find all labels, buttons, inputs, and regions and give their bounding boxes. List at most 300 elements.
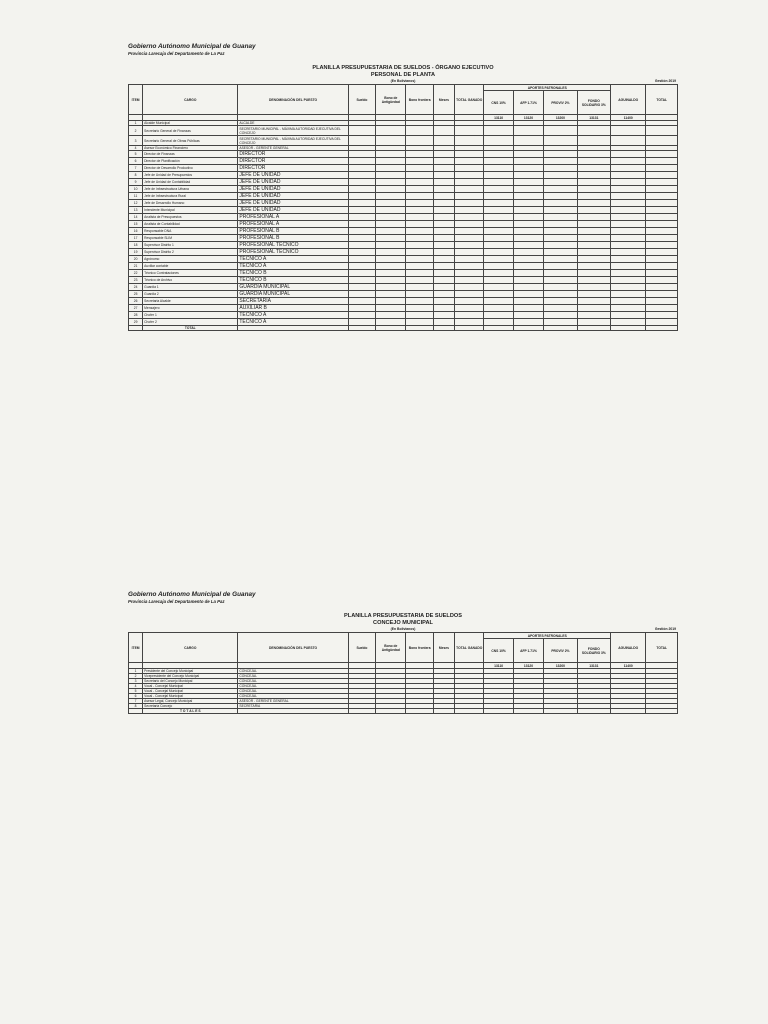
amount-cell — [513, 256, 543, 263]
amount-cell — [455, 186, 484, 193]
cargo-cell: Alcalde Municipal — [143, 121, 238, 126]
col-aportes-patronales: APORTES PATRONALES — [484, 85, 611, 91]
amount-cell — [455, 298, 484, 305]
amount-cell — [376, 228, 406, 235]
amount-cell — [376, 193, 406, 200]
item-cell: 12 — [129, 200, 143, 207]
denominacion-cell: SECRETARIO MUNICIPAL - MÁXIMA AUTORIDAD EJECUTIVA DEL CONCEJO — [238, 136, 348, 146]
amount-cell — [577, 291, 610, 298]
col-bono-antiguedad: Bono de Antigüedad — [376, 85, 406, 115]
cargo-cell: Jefe de Unidad de Contabilidad — [143, 179, 238, 186]
amount-cell — [544, 263, 577, 270]
amount-cell — [484, 172, 513, 179]
amount-cell — [376, 158, 406, 165]
amount-cell — [433, 235, 454, 242]
cargo-cell: Supervisor Distrito 2 — [143, 249, 238, 256]
amount-cell — [433, 186, 454, 193]
amount-cell — [348, 291, 375, 298]
amount-cell — [577, 179, 610, 186]
col-meses: Meses — [433, 85, 454, 115]
table-row — [129, 158, 678, 165]
cargo-cell: Asesor Legal, Concejo Municipal — [143, 699, 238, 704]
amount-cell — [646, 221, 678, 228]
amount-cell — [611, 221, 646, 228]
item-cell: 19 — [129, 249, 143, 256]
province-name: Provincia Larecaja del Departamento de La Paz — [128, 599, 225, 604]
amount-cell — [646, 193, 678, 200]
amount-cell — [348, 136, 375, 146]
item-cell: 8 — [129, 172, 143, 179]
amount-cell — [455, 242, 484, 249]
table-row — [129, 193, 678, 200]
amount-cell — [376, 284, 406, 291]
currency-note: (En Bolivianos) — [390, 79, 416, 83]
amount-cell — [611, 207, 646, 214]
denominacion-cell: PROFESIONAL A — [238, 214, 348, 221]
col-item: ITEM — [129, 85, 143, 115]
amount-cell — [455, 284, 484, 291]
item-cell: 11 — [129, 193, 143, 200]
table-row — [129, 277, 678, 284]
amount-cell — [406, 291, 433, 298]
amount-cell — [376, 186, 406, 193]
amount-cell — [646, 242, 678, 249]
amount-cell — [455, 158, 484, 165]
amount-cell — [577, 193, 610, 200]
amount-cell — [484, 151, 513, 158]
amount-cell — [544, 256, 577, 263]
amount-cell — [513, 228, 543, 235]
code-afp: 13120 — [513, 663, 543, 669]
amount-cell — [513, 214, 543, 221]
cargo-cell: Técnico Contrataciones — [143, 270, 238, 277]
col-total-ganado: TOTAL GANADO — [455, 85, 484, 115]
amount-cell — [433, 228, 454, 235]
sheet-subtitle: PERSONAL DE PLANTA — [370, 72, 436, 78]
amount-cell — [376, 136, 406, 146]
amount-cell — [611, 284, 646, 291]
denominacion-cell: ASESOR - GERENTE GENERAL — [238, 699, 348, 704]
item-cell: 3 — [129, 136, 143, 146]
amount-cell — [577, 312, 610, 319]
amount-cell — [544, 193, 577, 200]
amount-cell — [484, 291, 513, 298]
cargo-cell: Secretaria Alcalde — [143, 298, 238, 305]
denominacion-cell: TECNICO B — [238, 277, 348, 284]
amount-cell — [406, 319, 433, 326]
amount-cell — [348, 235, 375, 242]
denominacion-cell: PROFESIONAL TECNICO — [238, 242, 348, 249]
amount-cell — [513, 221, 543, 228]
amount-cell — [455, 270, 484, 277]
amount-cell — [513, 277, 543, 284]
amount-cell — [513, 284, 543, 291]
amount-cell — [513, 249, 543, 256]
amount-cell — [433, 263, 454, 270]
amount-cell — [484, 256, 513, 263]
amount-cell — [611, 172, 646, 179]
salary-table — [128, 632, 678, 714]
table-row — [129, 298, 678, 305]
cargo-cell: Agrónomo — [143, 256, 238, 263]
amount-cell — [611, 165, 646, 172]
item-cell: 7 — [129, 165, 143, 172]
amount-cell — [406, 172, 433, 179]
col-bono-frontera: Bono frontera — [406, 633, 433, 663]
amount-cell — [611, 151, 646, 158]
item-cell: 2 — [129, 126, 143, 136]
col-sueldo: Sueldo — [348, 85, 375, 115]
amount-cell — [544, 207, 577, 214]
amount-cell — [433, 172, 454, 179]
code-proviv: 13200 — [544, 663, 577, 669]
cargo-cell: Secretario General de Finanzas — [143, 126, 238, 136]
salary-table — [128, 84, 678, 331]
col-meses: Meses — [433, 633, 454, 663]
cargo-cell: Supervisor Distrito 1 — [143, 242, 238, 249]
amount-cell — [484, 126, 513, 136]
cargo-cell: Jefe de Unidad de Presupuestos — [143, 172, 238, 179]
amount-cell — [544, 214, 577, 221]
item-cell: 17 — [129, 235, 143, 242]
item-cell: 13 — [129, 207, 143, 214]
cargo-cell: Asesor Económico Financiero — [143, 146, 238, 151]
table-row — [129, 228, 678, 235]
amount-cell — [348, 228, 375, 235]
amount-cell — [455, 235, 484, 242]
amount-cell — [544, 242, 577, 249]
amount-cell — [611, 193, 646, 200]
amount-cell — [544, 312, 577, 319]
item-cell: 22 — [129, 270, 143, 277]
code-proviv: 13200 — [544, 115, 577, 121]
amount-cell — [611, 298, 646, 305]
amount-cell — [513, 136, 543, 146]
denominacion-cell: JEFE DE UNIDAD — [238, 193, 348, 200]
col-afp: AFP 1.71% — [513, 639, 543, 663]
denominacion-cell: DIRECTOR — [238, 151, 348, 158]
code-aguinaldo: 11400 — [611, 115, 646, 121]
amount-cell — [513, 186, 543, 193]
amount-cell — [611, 228, 646, 235]
item-cell: 15 — [129, 221, 143, 228]
col-aguinaldo: AGUINALDO — [611, 633, 646, 663]
col-aguinaldo: AGUINALDO — [611, 85, 646, 115]
amount-cell — [376, 298, 406, 305]
denominacion-cell: SECRETARIA — [238, 704, 348, 709]
denominacion-cell: PROFESIONAL TECNICO — [238, 249, 348, 256]
org-name: Gobierno Autónomo Municipal de Guanay — [128, 43, 256, 50]
amount-cell — [544, 165, 577, 172]
amount-cell — [544, 228, 577, 235]
amount-cell — [484, 249, 513, 256]
amount-cell — [433, 136, 454, 146]
denominacion-cell: GUARDIA MUNICIPAL — [238, 291, 348, 298]
amount-cell — [544, 151, 577, 158]
table-row — [129, 270, 678, 277]
amount-cell — [376, 277, 406, 284]
amount-cell — [611, 200, 646, 207]
sheet-concejo-municipal — [128, 591, 678, 714]
denominacion-cell: GUARDIA MUNICIPAL — [238, 284, 348, 291]
col-denominacion: DENOMINACIÓN DEL PUESTO — [238, 85, 348, 115]
amount-cell — [611, 319, 646, 326]
amount-cell — [544, 136, 577, 146]
total-row — [129, 709, 678, 714]
table-row — [129, 221, 678, 228]
table-row — [129, 200, 678, 207]
amount-cell — [433, 284, 454, 291]
table-row — [129, 126, 678, 136]
cargo-cell: Director de Planificación — [143, 158, 238, 165]
amount-cell — [433, 319, 454, 326]
amount-cell — [455, 214, 484, 221]
amount-cell — [646, 319, 678, 326]
amount-cell — [455, 305, 484, 312]
amount-cell — [484, 242, 513, 249]
table-row — [129, 249, 678, 256]
amount-cell — [544, 235, 577, 242]
item-cell: 29 — [129, 319, 143, 326]
amount-cell — [484, 228, 513, 235]
table-row — [129, 151, 678, 158]
amount-cell — [513, 200, 543, 207]
table-row — [129, 263, 678, 270]
table-row — [129, 305, 678, 312]
col-aportes-patronales: APORTES PATRONALES — [484, 633, 611, 639]
amount-cell — [646, 291, 678, 298]
amount-cell — [646, 136, 678, 146]
item-cell: 4 — [129, 146, 143, 151]
amount-cell — [348, 179, 375, 186]
item-cell: 24 — [129, 284, 143, 291]
amount-cell — [455, 136, 484, 146]
cargo-cell: Guardia 2 — [143, 291, 238, 298]
cargo-cell: Mensajero — [143, 305, 238, 312]
denominacion-cell: TECNICO A — [238, 263, 348, 270]
amount-cell — [646, 312, 678, 319]
denominacion-cell: TECNICO B — [238, 270, 348, 277]
item-cell: 3 — [129, 679, 143, 684]
amount-cell — [455, 319, 484, 326]
amount-cell — [611, 270, 646, 277]
denominacion-cell: JEFE DE UNIDAD — [238, 186, 348, 193]
amount-cell — [484, 136, 513, 146]
item-cell: 8 — [129, 704, 143, 709]
gestion-label: Gestión 2019 — [654, 79, 676, 83]
amount-cell — [376, 151, 406, 158]
total-label: TOTAL — [143, 326, 238, 331]
amount-cell — [544, 270, 577, 277]
amount-cell — [646, 126, 678, 136]
amount-cell — [455, 291, 484, 298]
amount-cell — [406, 200, 433, 207]
col-proviv: PROVIV 2% — [544, 91, 577, 115]
amount-cell — [406, 305, 433, 312]
denominacion-cell: CONCEJAL — [238, 694, 348, 699]
amount-cell — [513, 319, 543, 326]
amount-cell — [433, 291, 454, 298]
table-row — [129, 284, 678, 291]
amount-cell — [376, 256, 406, 263]
amount-cell — [348, 207, 375, 214]
amount-cell — [611, 186, 646, 193]
amount-cell — [513, 291, 543, 298]
amount-cell — [406, 151, 433, 158]
amount-cell — [544, 277, 577, 284]
amount-cell — [484, 158, 513, 165]
amount-cell — [577, 319, 610, 326]
denominacion-cell: PROFESIONAL A — [238, 221, 348, 228]
amount-cell — [455, 263, 484, 270]
table-row — [129, 165, 678, 172]
amount-cell — [406, 221, 433, 228]
amount-cell — [433, 277, 454, 284]
amount-cell — [577, 228, 610, 235]
amount-cell — [577, 277, 610, 284]
item-cell: 4 — [129, 684, 143, 689]
cargo-cell: Director de Desarrollo Productivo — [143, 165, 238, 172]
col-cns: CNS 10% — [484, 91, 513, 115]
amount-cell — [513, 151, 543, 158]
cargo-cell: Intendente Municipal — [143, 207, 238, 214]
amount-cell — [646, 186, 678, 193]
amount-cell — [433, 158, 454, 165]
amount-cell — [544, 186, 577, 193]
col-item: ITEM — [129, 633, 143, 663]
amount-cell — [513, 270, 543, 277]
amount-cell — [348, 277, 375, 284]
amount-cell — [577, 126, 610, 136]
amount-cell — [376, 319, 406, 326]
code-cns: 13110 — [484, 663, 513, 669]
sheet-title: PLANILLA PRESUPUESTARIA DE SUELDOS — [344, 613, 462, 619]
amount-cell — [348, 284, 375, 291]
amount-cell — [646, 151, 678, 158]
amount-cell — [577, 298, 610, 305]
table-row — [129, 319, 678, 326]
amount-cell — [433, 200, 454, 207]
amount-cell — [646, 172, 678, 179]
amount-cell — [406, 298, 433, 305]
amount-cell — [406, 126, 433, 136]
denominacion-cell: CONCEJAL — [238, 669, 348, 674]
amount-cell — [376, 270, 406, 277]
amount-cell — [376, 312, 406, 319]
amount-cell — [348, 221, 375, 228]
amount-cell — [611, 249, 646, 256]
amount-cell — [513, 193, 543, 200]
denominacion-cell: AUXILIAR B — [238, 305, 348, 312]
amount-cell — [376, 242, 406, 249]
amount-cell — [544, 126, 577, 136]
amount-cell — [544, 284, 577, 291]
amount-cell — [513, 312, 543, 319]
col-total: TOTAL — [646, 633, 678, 663]
amount-cell — [348, 270, 375, 277]
amount-cell — [348, 305, 375, 312]
cargo-cell: Secretaria Concejo — [143, 704, 238, 709]
amount-cell — [611, 256, 646, 263]
amount-cell — [646, 228, 678, 235]
amount-cell — [348, 165, 375, 172]
amount-cell — [544, 298, 577, 305]
amount-cell — [513, 298, 543, 305]
amount-cell — [348, 193, 375, 200]
item-cell: 10 — [129, 186, 143, 193]
amount-cell — [611, 242, 646, 249]
amount-cell — [433, 249, 454, 256]
col-total: TOTAL — [646, 85, 678, 115]
amount-cell — [433, 242, 454, 249]
amount-cell — [433, 312, 454, 319]
amount-cell — [406, 256, 433, 263]
amount-cell — [455, 151, 484, 158]
table-row — [129, 312, 678, 319]
denominacion-cell: CONCEJAL — [238, 689, 348, 694]
col-bono-antiguedad: Bono de Antigüedad — [376, 633, 406, 663]
item-cell: 1 — [129, 669, 143, 674]
col-afp: AFP 1.71% — [513, 91, 543, 115]
item-cell: 28 — [129, 312, 143, 319]
amount-cell — [513, 235, 543, 242]
cargo-cell: Analista de Contabilidad — [143, 221, 238, 228]
amount-cell — [577, 270, 610, 277]
amount-cell — [376, 263, 406, 270]
item-cell: 23 — [129, 277, 143, 284]
col-cns: CNS 10% — [484, 639, 513, 663]
amount-cell — [348, 312, 375, 319]
currency-note: (En Bolivianos) — [390, 627, 416, 631]
amount-cell — [406, 242, 433, 249]
cargo-cell: Analista de Presupuestos — [143, 214, 238, 221]
amount-cell — [646, 270, 678, 277]
amount-cell — [484, 277, 513, 284]
amount-cell — [544, 200, 577, 207]
amount-cell — [484, 165, 513, 172]
amount-cell — [484, 179, 513, 186]
amount-cell — [348, 319, 375, 326]
denominacion-cell: CONCEJAL — [238, 679, 348, 684]
amount-cell — [611, 214, 646, 221]
cargo-cell: Chofer 2 — [143, 319, 238, 326]
col-sueldo: Sueldo — [348, 633, 375, 663]
amount-cell — [406, 263, 433, 270]
amount-cell — [348, 298, 375, 305]
amount-cell — [544, 172, 577, 179]
amount-cell — [484, 207, 513, 214]
amount-cell — [406, 136, 433, 146]
amount-cell — [455, 228, 484, 235]
amount-cell — [455, 165, 484, 172]
amount-cell — [611, 312, 646, 319]
amount-cell — [484, 200, 513, 207]
amount-cell — [544, 249, 577, 256]
denominacion-cell: JEFE DE UNIDAD — [238, 179, 348, 186]
amount-cell — [406, 228, 433, 235]
amount-cell — [433, 126, 454, 136]
amount-cell — [433, 193, 454, 200]
amount-cell — [348, 172, 375, 179]
amount-cell — [484, 186, 513, 193]
amount-cell — [455, 207, 484, 214]
amount-cell — [577, 200, 610, 207]
cargo-cell: Presidente del Concejo Municipal — [143, 669, 238, 674]
amount-cell — [406, 207, 433, 214]
amount-cell — [513, 207, 543, 214]
amount-cell — [611, 179, 646, 186]
amount-cell — [433, 305, 454, 312]
